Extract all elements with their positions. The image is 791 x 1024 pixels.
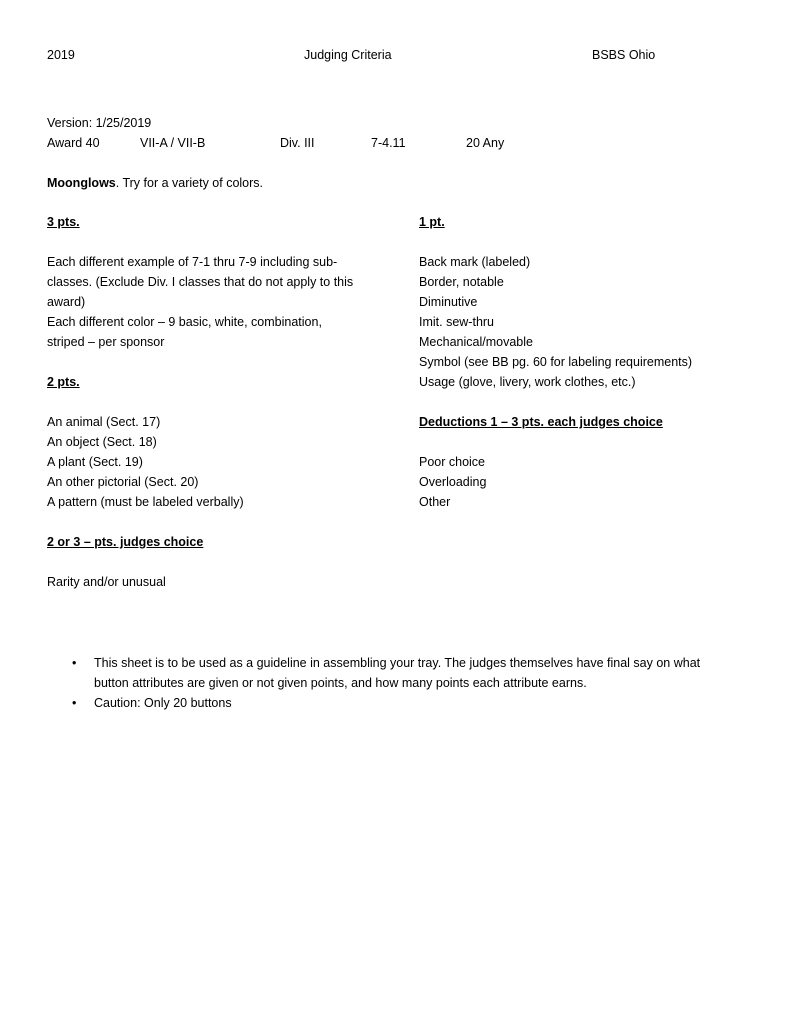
header-org: BSBS Ohio <box>592 48 656 62</box>
deductions-line: Other <box>419 495 451 509</box>
one-pt-list <box>419 252 692 392</box>
award-section: 7-4.11 <box>371 136 406 150</box>
three-pts-line: Each different example of 7-1 thru 7-9 including sub- <box>47 255 338 269</box>
three-pts-list <box>47 252 353 352</box>
two-or-three-heading: 2 or 3 – pts. judges choice <box>47 535 204 549</box>
one-pt-line: Imit. sew-thru <box>419 315 495 329</box>
award-count: 20 Any <box>466 136 505 150</box>
three-pts-heading: 3 pts. <box>47 215 80 229</box>
one-pt-line: Usage (glove, livery, work clothes, etc.) <box>419 375 636 389</box>
award-classes: VII-A / VII-B <box>140 136 206 150</box>
deductions-heading: Deductions 1 – 3 pts. each judges choice <box>419 415 663 429</box>
two-pts-line: A pattern (must be labeled verbally) <box>47 495 244 509</box>
three-pts-line: award) <box>47 295 86 309</box>
award-number: Award 40 <box>47 136 100 150</box>
intro-rest: . Try for a variety of colors. <box>115 176 264 190</box>
deductions-list <box>419 452 486 512</box>
award-division: Div. III <box>280 136 315 150</box>
three-pts-line: classes. (Exclude Div. I classes that do not apply to this <box>47 275 354 289</box>
header-title: Judging Criteria <box>304 48 392 62</box>
notes-list <box>70 653 730 713</box>
two-pts-line: An object (Sect. 18) <box>47 435 157 449</box>
one-pt-line: Diminutive <box>419 295 478 309</box>
one-pt-heading: 1 pt. <box>419 215 445 229</box>
deductions-line: Overloading <box>419 475 487 489</box>
one-pt-line: Back mark (labeled) <box>419 255 531 269</box>
three-pts-line: striped – per sponsor <box>47 335 165 349</box>
two-or-three-line: Rarity and/or unusual <box>47 575 166 589</box>
intro-line <box>47 173 263 193</box>
note-item <box>70 653 730 693</box>
bullet-icon: • <box>72 656 77 670</box>
note-text: This sheet is to be used as a guideline in assembling your tray. The judges themselves have final say on what button attributes are given or not given points, and how many points each attribute earns. <box>94 656 701 690</box>
note-item <box>70 693 730 713</box>
two-pts-line: An animal (Sect. 17) <box>47 415 161 429</box>
two-pts-line: A plant (Sect. 19) <box>47 455 143 469</box>
two-pts-list <box>47 412 244 512</box>
three-pts-line: Each different color – 9 basic, white, combination, <box>47 315 322 329</box>
intro-bold: Moonglows <box>47 176 116 190</box>
note-text: Caution: Only 20 buttons <box>94 696 232 710</box>
two-pts-heading: 2 pts. <box>47 375 80 389</box>
one-pt-line: Symbol (see BB pg. 60 for labeling requirements) <box>419 355 693 369</box>
bullet-icon: • <box>72 696 77 710</box>
one-pt-line: Mechanical/movable <box>419 335 533 349</box>
header-year: 2019 <box>47 48 75 62</box>
deductions-line: Poor choice <box>419 455 486 469</box>
version-label: Version: 1/25/2019 <box>47 116 152 130</box>
two-pts-line: An other pictorial (Sect. 20) <box>47 475 199 489</box>
one-pt-line: Border, notable <box>419 275 504 289</box>
